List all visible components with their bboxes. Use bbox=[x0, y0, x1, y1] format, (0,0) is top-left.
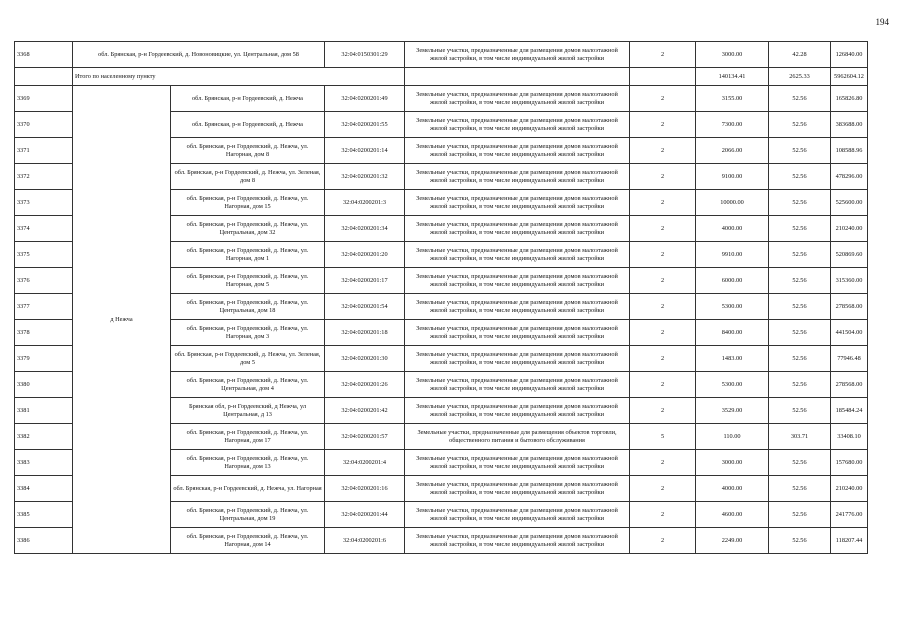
row-address: обл. Брянская, р-н Гордеевский, д. Нежча, ул. Центральная, дом 19 bbox=[171, 502, 325, 528]
row-area: 4000.00 bbox=[696, 476, 769, 502]
row-value: 210240.00 bbox=[831, 476, 868, 502]
row-land-purpose: Земельные участки, предназначенные для размещения домов малоэтажной жилой застройки, в том числе индивидуальной жилой застройки bbox=[405, 450, 630, 476]
row-cadastral-number: 32:04:0200201:16 bbox=[325, 476, 405, 502]
row-land-purpose: Земельные участки, предназначенные для размещения домов малоэтажной жилой застройки, в том числе индивидуальной жилой застройки bbox=[405, 216, 630, 242]
row-rate: 52.56 bbox=[769, 398, 831, 424]
row-address: обл. Брянская, р-н Гордеевский, д. Нежча, ул. Нагорная, дом 13 bbox=[171, 450, 325, 476]
subtotal-empty bbox=[405, 68, 630, 86]
row-value: 278568.00 bbox=[831, 294, 868, 320]
row-group: 2 bbox=[630, 320, 696, 346]
row-group: 2 bbox=[630, 398, 696, 424]
subtotal-rate: 2625.33 bbox=[769, 68, 831, 86]
row-area: 2249.00 bbox=[696, 528, 769, 554]
row-group: 2 bbox=[630, 164, 696, 190]
row-rate: 52.56 bbox=[769, 242, 831, 268]
row-address: обл. Брянская, р-н Гордеевский, д. Нежча, ул. Нагорная, дом 5 bbox=[171, 268, 325, 294]
row-cadastral-number: 32:04:0200201:18 bbox=[325, 320, 405, 346]
subtotal-area: 140134.41 bbox=[696, 68, 769, 86]
row-number: 3372 bbox=[15, 164, 73, 190]
row-address: обл. Брянская, р-н Гордеевский, д. Нежча, ул. Центральная, дом 32 bbox=[171, 216, 325, 242]
row-group: 2 bbox=[630, 372, 696, 398]
row-cadastral-number: 32:04:0200201:17 bbox=[325, 268, 405, 294]
row-land-purpose: Земельные участки, предназначенные для размещения домов малоэтажной жилой застройки, в том числе индивидуальной жилой застройки bbox=[405, 164, 630, 190]
row-address: обл. Брянская, р-н Гордеевский, д. Нежча bbox=[171, 112, 325, 138]
row-number: 3375 bbox=[15, 242, 73, 268]
row-land-purpose: Земельные участки, предназначенные для размещения домов малоэтажной жилой застройки, в том числе индивидуальной жилой застройки bbox=[405, 268, 630, 294]
row-area: 9100.00 bbox=[696, 164, 769, 190]
subtotal-row bbox=[15, 68, 868, 86]
row-cadastral-number: 32:04:0200201:57 bbox=[325, 424, 405, 450]
row-value: 108588.96 bbox=[831, 138, 868, 164]
row-number: 3379 bbox=[15, 346, 73, 372]
subtotal-empty bbox=[630, 68, 696, 86]
row-number: 3386 bbox=[15, 528, 73, 554]
row-value: 77946.48 bbox=[831, 346, 868, 372]
row-cadastral-number: 32:04:0200201:55 bbox=[325, 112, 405, 138]
row-address: обл. Брянская, р-н Гордеевский, д. Нежча, ул. Нагорная, дом 1 bbox=[171, 242, 325, 268]
row-rate: 52.56 bbox=[769, 216, 831, 242]
row-area: 5300.00 bbox=[696, 294, 769, 320]
row-cadastral-number: 32:04:0150301:29 bbox=[325, 42, 405, 68]
row-land-purpose: Земельные участки, предназначенные для размещения домов малоэтажной жилой застройки, в том числе индивидуальной жилой застройки bbox=[405, 398, 630, 424]
row-cadastral-number: 32:04:0200201:30 bbox=[325, 346, 405, 372]
row-rate: 52.56 bbox=[769, 294, 831, 320]
row-address: обл. Брянская, р-н Гордеевский, д. Нежча, ул. Нагорная bbox=[171, 476, 325, 502]
row-value: 165826.80 bbox=[831, 86, 868, 112]
row-cadastral-number: 32:04:0200201:44 bbox=[325, 502, 405, 528]
row-rate: 52.56 bbox=[769, 190, 831, 216]
row-value: 525600.00 bbox=[831, 190, 868, 216]
row-address: обл. Брянская, р-н Гордеевский, д. Нежча, ул. Зеленая, дом 8 bbox=[171, 164, 325, 190]
row-address: Брянская обл, р-н Гордеевский, д Нежча, ул Центральная, д 13 bbox=[171, 398, 325, 424]
row-group: 2 bbox=[630, 112, 696, 138]
row-group: 2 bbox=[630, 528, 696, 554]
row-number: 3380 bbox=[15, 372, 73, 398]
row-address: обл. Брянская, р-н Гордеевский, д. Нежча, ул. Нагорная, дом 8 bbox=[171, 138, 325, 164]
row-group: 2 bbox=[630, 502, 696, 528]
row-address: обл. Брянская, р-н Гордеевский, д. Нежча, ул. Центральная, дом 18 bbox=[171, 294, 325, 320]
row-area: 3000.00 bbox=[696, 42, 769, 68]
row-number: 3370 bbox=[15, 112, 73, 138]
row-area: 4600.00 bbox=[696, 502, 769, 528]
row-value: 210240.00 bbox=[831, 216, 868, 242]
row-group: 2 bbox=[630, 86, 696, 112]
row-group: 2 bbox=[630, 450, 696, 476]
row-land-purpose: Земельные участки, предназначенные для размещения домов малоэтажной жилой застройки, в том числе индивидуальной жилой застройки bbox=[405, 528, 630, 554]
row-rate: 52.56 bbox=[769, 502, 831, 528]
registry-body bbox=[15, 42, 868, 554]
row-value: 126840.00 bbox=[831, 42, 868, 68]
row-area: 6000.00 bbox=[696, 268, 769, 294]
row-cadastral-number: 32:04:0200201:49 bbox=[325, 86, 405, 112]
row-rate: 52.56 bbox=[769, 86, 831, 112]
row-rate: 42.28 bbox=[769, 42, 831, 68]
row-rate: 52.56 bbox=[769, 320, 831, 346]
row-number: 3374 bbox=[15, 216, 73, 242]
row-address: обл. Брянская, р-н Гордеевский, д. Нежча, ул. Нагорная, дом 14 bbox=[171, 528, 325, 554]
registry-table bbox=[14, 41, 868, 554]
row-number: 3382 bbox=[15, 424, 73, 450]
row-group: 2 bbox=[630, 138, 696, 164]
row-cadastral-number: 32:04:0200201:14 bbox=[325, 138, 405, 164]
subtotal-value: 5962604.12 bbox=[831, 68, 868, 86]
row-land-purpose: Земельные участки, предназначенные для размещения домов малоэтажной жилой застройки, в том числе индивидуальной жилой застройки bbox=[405, 372, 630, 398]
row-group: 2 bbox=[630, 268, 696, 294]
row-rate: 303.71 bbox=[769, 424, 831, 450]
row-number: 3385 bbox=[15, 502, 73, 528]
row-address: обл. Брянская, р-н Гордеевский, д. Нежча, ул. Центральная, дом 4 bbox=[171, 372, 325, 398]
row-number: 3384 bbox=[15, 476, 73, 502]
row-value: 520869.60 bbox=[831, 242, 868, 268]
row-number: 3378 bbox=[15, 320, 73, 346]
row-area: 5300.00 bbox=[696, 372, 769, 398]
row-group: 2 bbox=[630, 476, 696, 502]
row-address: обл. Брянская, р-н Гордеевский, д. Нежча, ул. Нагорная, дом 15 bbox=[171, 190, 325, 216]
locality-name: д Нежча bbox=[73, 86, 171, 554]
row-land-purpose: Земельные участки, предназначенные для размещения домов малоэтажной жилой застройки, в том числе индивидуальной жилой застройки bbox=[405, 346, 630, 372]
row-address: обл. Брянская, р-н Гордеевский, д. Нежча bbox=[171, 86, 325, 112]
row-area: 3529.00 bbox=[696, 398, 769, 424]
row-number: 3383 bbox=[15, 450, 73, 476]
row-address: обл. Брянская, р-н Гордеевский, д. Новоновицкие, ул. Центральная, дом 58 bbox=[73, 42, 325, 68]
row-number: 3369 bbox=[15, 86, 73, 112]
row-rate: 52.56 bbox=[769, 112, 831, 138]
row-area: 1483.00 bbox=[696, 346, 769, 372]
row-number: 3376 bbox=[15, 268, 73, 294]
row-group: 2 bbox=[630, 242, 696, 268]
row-area: 3155.00 bbox=[696, 86, 769, 112]
row-rate: 52.56 bbox=[769, 138, 831, 164]
row-value: 478296.00 bbox=[831, 164, 868, 190]
row-cadastral-number: 32:04:0200201:6 bbox=[325, 528, 405, 554]
row-land-purpose: Земельные участки, предназначенные для размещения домов малоэтажной жилой застройки, в том числе индивидуальной жилой застройки bbox=[405, 86, 630, 112]
row-land-purpose: Земельные участки, предназначенные для размещения домов малоэтажной жилой застройки, в том числе индивидуальной жилой застройки bbox=[405, 502, 630, 528]
row-number: 3368 bbox=[15, 42, 73, 68]
row-cadastral-number: 32:04:0200201:3 bbox=[325, 190, 405, 216]
row-land-purpose: Земельные участки, предназначенные для размещения объектов торговли, общественного питания и бытового обслуживания bbox=[405, 424, 630, 450]
row-value: 383688.00 bbox=[831, 112, 868, 138]
row-address: обл. Брянская, р-н Гордеевский, д. Нежча, ул. Нагорная, дом 3 bbox=[171, 320, 325, 346]
row-rate: 52.56 bbox=[769, 372, 831, 398]
page-number: 194 bbox=[875, 17, 889, 27]
row-area: 10000.00 bbox=[696, 190, 769, 216]
row-group: 2 bbox=[630, 294, 696, 320]
row-land-purpose: Земельные участки, предназначенные для размещения домов малоэтажной жилой застройки, в том числе индивидуальной жилой застройки bbox=[405, 138, 630, 164]
row-land-purpose: Земельные участки, предназначенные для размещения домов малоэтажной жилой застройки, в том числе индивидуальной жилой застройки bbox=[405, 294, 630, 320]
row-value: 185484.24 bbox=[831, 398, 868, 424]
row-value: 315360.00 bbox=[831, 268, 868, 294]
row-cadastral-number: 32:04:0200201:26 bbox=[325, 372, 405, 398]
row-value: 441504.00 bbox=[831, 320, 868, 346]
row-value: 157680.00 bbox=[831, 450, 868, 476]
row-group: 2 bbox=[630, 190, 696, 216]
row-area: 2066.00 bbox=[696, 138, 769, 164]
row-group: 2 bbox=[630, 216, 696, 242]
row-land-purpose: Земельные участки, предназначенные для размещения домов малоэтажной жилой застройки, в том числе индивидуальной жилой застройки bbox=[405, 320, 630, 346]
table-row bbox=[15, 86, 868, 112]
row-value: 241776.00 bbox=[831, 502, 868, 528]
row-cadastral-number: 32:04:0200201:20 bbox=[325, 242, 405, 268]
row-rate: 52.56 bbox=[769, 528, 831, 554]
row-land-purpose: Земельные участки, предназначенные для размещения домов малоэтажной жилой застройки, в том числе индивидуальной жилой застройки bbox=[405, 42, 630, 68]
row-land-purpose: Земельные участки, предназначенные для размещения домов малоэтажной жилой застройки, в том числе индивидуальной жилой застройки bbox=[405, 190, 630, 216]
row-area: 7300.00 bbox=[696, 112, 769, 138]
row-area: 4000.00 bbox=[696, 216, 769, 242]
row-area: 8400.00 bbox=[696, 320, 769, 346]
row-cadastral-number: 32:04:0200201:54 bbox=[325, 294, 405, 320]
row-number: 3373 bbox=[15, 190, 73, 216]
row-group: 5 bbox=[630, 424, 696, 450]
row-land-purpose: Земельные участки, предназначенные для размещения домов малоэтажной жилой застройки, в том числе индивидуальной жилой застройки bbox=[405, 112, 630, 138]
subtotal-spacer bbox=[15, 68, 73, 86]
row-value: 33408.10 bbox=[831, 424, 868, 450]
row-rate: 52.56 bbox=[769, 346, 831, 372]
row-land-purpose: Земельные участки, предназначенные для размещения домов малоэтажной жилой застройки, в том числе индивидуальной жилой застройки bbox=[405, 476, 630, 502]
row-cadastral-number: 32:04:0200201:4 bbox=[325, 450, 405, 476]
row-group: 2 bbox=[630, 42, 696, 68]
row-value: 118207.44 bbox=[831, 528, 868, 554]
row-rate: 52.56 bbox=[769, 268, 831, 294]
row-rate: 52.56 bbox=[769, 450, 831, 476]
table-row bbox=[15, 42, 868, 68]
row-address: обл. Брянская, р-н Гордеевский, д. Нежча, ул. Зеленая, дом 5 bbox=[171, 346, 325, 372]
row-cadastral-number: 32:04:0200201:34 bbox=[325, 216, 405, 242]
row-area: 3000.00 bbox=[696, 450, 769, 476]
row-cadastral-number: 32:04:0200201:32 bbox=[325, 164, 405, 190]
subtotal-label: Итого по населенному пункту bbox=[73, 68, 405, 86]
row-rate: 52.56 bbox=[769, 476, 831, 502]
row-land-purpose: Земельные участки, предназначенные для размещения домов малоэтажной жилой застройки, в том числе индивидуальной жилой застройки bbox=[405, 242, 630, 268]
row-cadastral-number: 32:04:0200201:42 bbox=[325, 398, 405, 424]
row-group: 2 bbox=[630, 346, 696, 372]
row-number: 3377 bbox=[15, 294, 73, 320]
row-number: 3381 bbox=[15, 398, 73, 424]
row-number: 3371 bbox=[15, 138, 73, 164]
row-area: 110.00 bbox=[696, 424, 769, 450]
row-address: обл. Брянская, р-н Гордеевский, д. Нежча, ул. Нагорная, дом 17 bbox=[171, 424, 325, 450]
row-value: 278568.00 bbox=[831, 372, 868, 398]
row-rate: 52.56 bbox=[769, 164, 831, 190]
row-area: 9910.00 bbox=[696, 242, 769, 268]
